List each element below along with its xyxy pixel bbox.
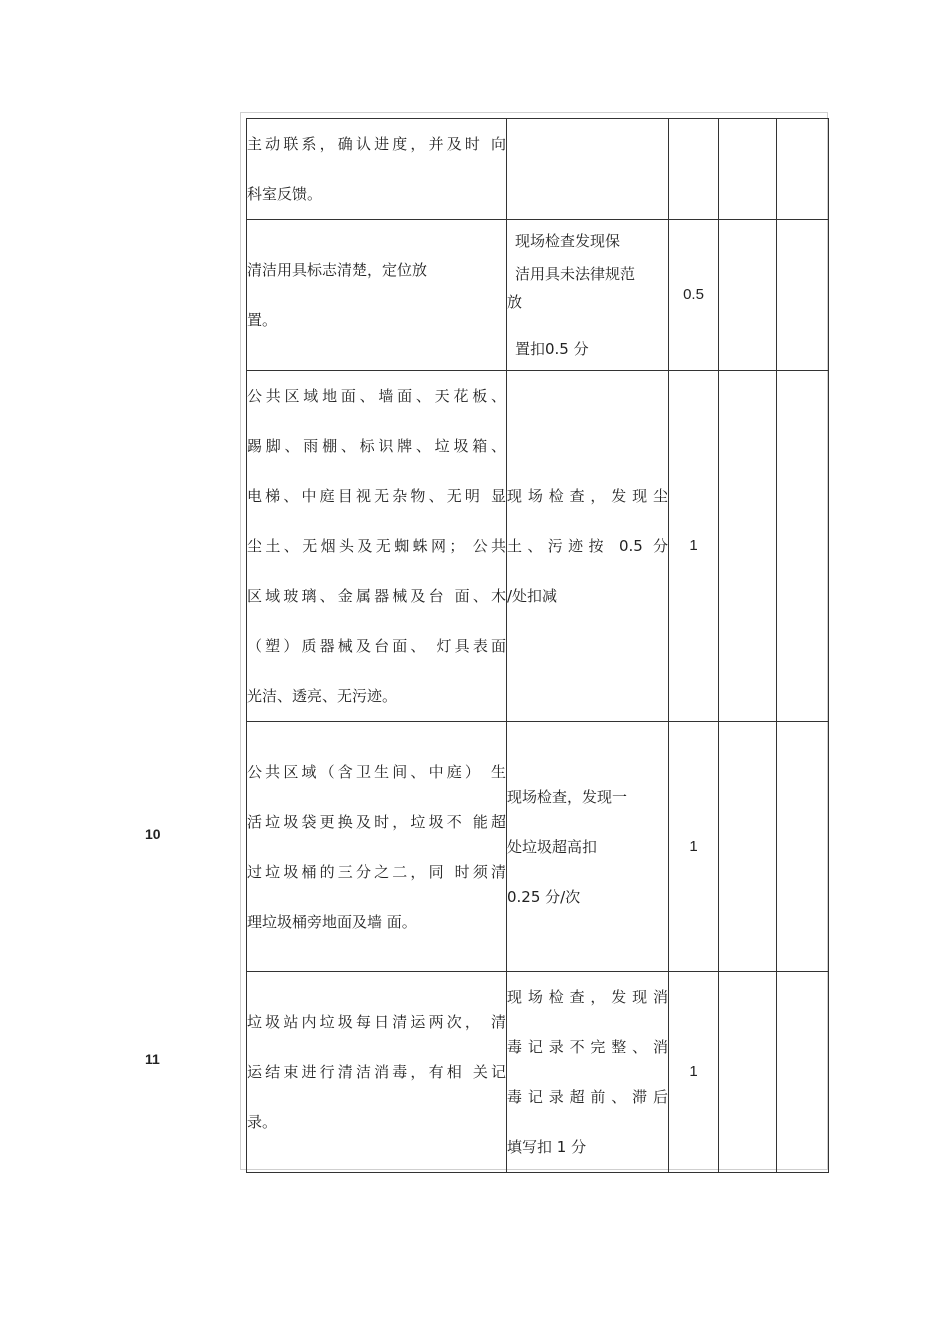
table-row xyxy=(247,972,829,1173)
method-text: 洁用具未法律规范 xyxy=(515,264,636,283)
empty-cell xyxy=(719,371,777,722)
standard-cell xyxy=(247,972,507,1173)
method-text: 现场检查发现保 xyxy=(515,231,621,250)
method-cell xyxy=(507,722,669,972)
standard-text: 尘土、无烟头及无蜘蛛网； 公共 xyxy=(247,537,506,555)
method-cell xyxy=(507,371,669,722)
standard-text: 录。 xyxy=(247,1113,278,1131)
standard-text: 活垃圾袋更换及时，垃圾不 能超 xyxy=(247,812,506,831)
empty-cell xyxy=(777,220,829,371)
method-text: 置扣0.5 分 xyxy=(515,339,589,358)
method-text: 0.25 分/次 xyxy=(507,887,581,906)
method-text: 现场检查，发现尘 xyxy=(507,487,668,505)
method-text: /处扣减 xyxy=(507,587,558,605)
standard-text: 运结束进行清洁消毒，有相 关记 xyxy=(247,1063,506,1081)
standard-text: 主动联系，确认进度，并及时 向 xyxy=(247,135,506,153)
empty-cell xyxy=(719,722,777,972)
method-cell xyxy=(507,119,669,220)
table-row xyxy=(247,119,829,220)
standard-text: 公共区域地面、墙面、天花板、 xyxy=(247,387,506,405)
score-cell: 1 xyxy=(669,972,719,1173)
method-cell xyxy=(507,972,669,1173)
empty-cell xyxy=(719,972,777,1173)
row-number-11: 11 xyxy=(145,1051,160,1067)
standard-cell xyxy=(247,722,507,972)
method-text: 土、污迹按 0.5 分 xyxy=(507,537,668,555)
score-cell: 0.5 xyxy=(669,220,719,371)
standard-cell xyxy=(247,119,507,220)
method-text: 现场检查，发现消 xyxy=(507,988,668,1006)
empty-cell xyxy=(777,972,829,1173)
score-cell: 1 xyxy=(669,722,719,972)
inspection-table xyxy=(246,118,829,1173)
standard-text: 垃圾站内垃圾每日清运两次， 清 xyxy=(247,1013,506,1031)
standard-text: 理垃圾桶旁地面及墙 面。 xyxy=(247,912,417,931)
standard-cell xyxy=(247,220,507,371)
method-text: 处垃圾超高扣 xyxy=(507,837,598,856)
method-text: 毒记录不完整、消 xyxy=(507,1038,668,1056)
score-cell xyxy=(669,119,719,220)
empty-cell xyxy=(777,722,829,972)
method-text: 填写扣 1 分 xyxy=(507,1138,587,1156)
method-text: 现场检查，发现一 xyxy=(507,787,628,806)
table-row xyxy=(247,220,829,371)
standard-text: 踢脚、雨棚、标识牌、垃圾箱、 xyxy=(247,437,506,455)
standard-text: 科室反馈。 xyxy=(247,185,323,203)
table-row xyxy=(247,722,829,972)
standard-text: 电梯、中庭目视无杂物、无明 显 xyxy=(247,487,506,505)
standard-text: （塑）质器械及台面、 灯具表面 xyxy=(247,637,506,655)
empty-cell xyxy=(777,371,829,722)
standard-text: 公共区域（含卫生间、中庭） 生 xyxy=(247,762,506,781)
table-row xyxy=(247,371,829,722)
method-text: 放 xyxy=(507,292,523,311)
empty-cell xyxy=(777,119,829,220)
method-text: 毒记录超前、滞后 xyxy=(507,1088,668,1106)
standard-text: 过垃圾桶的三分之二，同 时须清 xyxy=(247,862,506,881)
standard-text: 区域玻璃、金属器械及台 面、木 xyxy=(247,587,506,605)
method-cell xyxy=(507,220,669,371)
standard-cell xyxy=(247,371,507,722)
empty-cell xyxy=(719,119,777,220)
standard-text: 清洁用具标志清楚，定位放 xyxy=(247,261,428,279)
row-number-10: 10 xyxy=(145,826,161,842)
empty-cell xyxy=(719,220,777,371)
standard-text: 置。 xyxy=(247,311,278,329)
standard-text: 光洁、透亮、无污迹。 xyxy=(247,687,398,705)
score-cell: 1 xyxy=(669,371,719,722)
